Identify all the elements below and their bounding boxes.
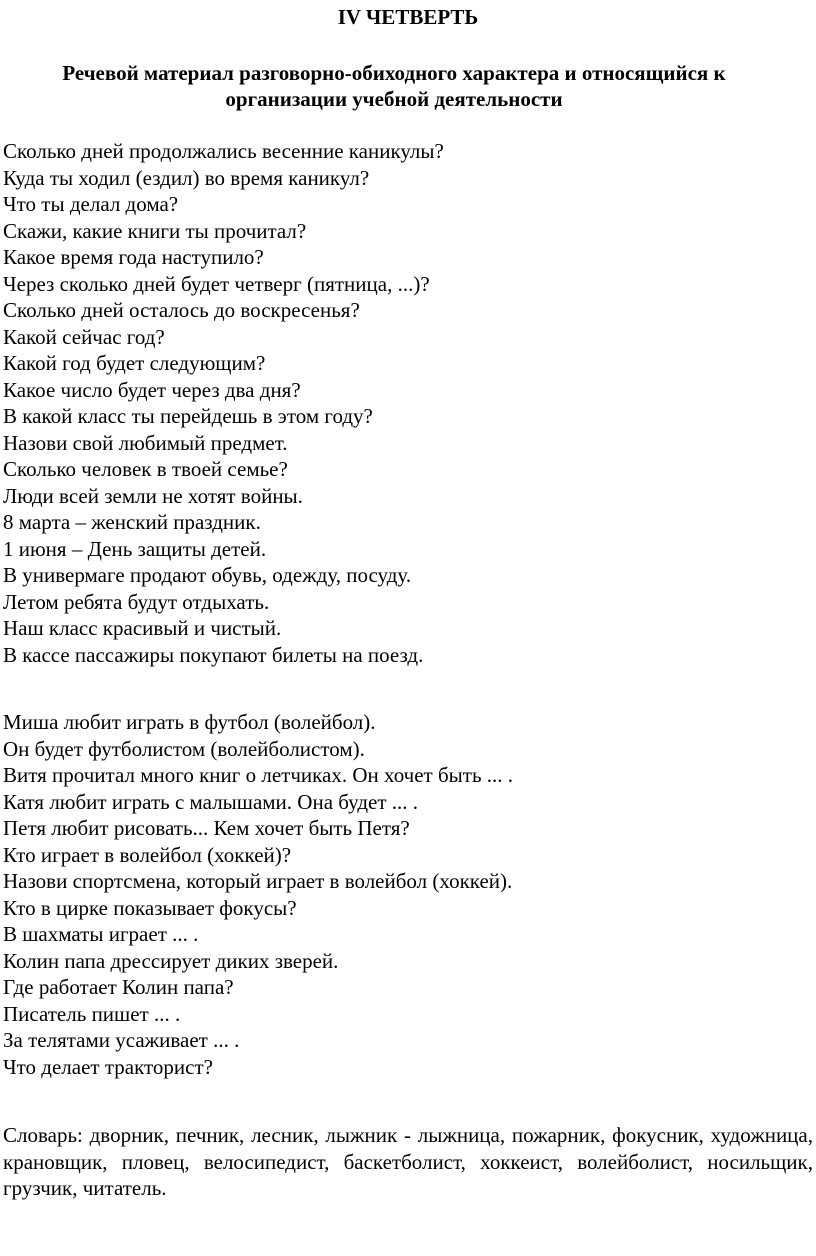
phrase-line: Сколько дней осталось до воскресенья? [3,298,360,322]
phrase-line: Где работает Колин папа? [3,975,234,999]
phrase-line: 1 июня – День защиты детей. [3,536,267,561]
section-subtitle-line-1: Речевой материал разговорно-обиходного характера и относящийся к [62,61,726,85]
phrase-line: В кассе пассажиры покупают билеты на поезд. [3,642,424,667]
phrase-line: Витя прочитал много книг о летчиках. Он хочет быть ... . [3,763,514,787]
phrase-line: Катя любит играть с малышами. Она будет ... . [3,789,419,814]
phrase-line: Петя любит рисовать... Кем хочет быть Петя? [3,816,410,840]
section-subtitle-line-2: организации учебной деятельности [225,87,563,111]
phrase-line: Люди всей земли не хотят войны. [3,483,303,508]
phrase-line: В шахматы играет ... . [3,922,199,946]
quarter-title: IV ЧЕТВЕРТЬ [337,5,479,29]
phrase-line: Сколько дней продолжались весенние каникулы? [3,139,444,163]
phrase-line: Скажи, какие книги ты прочитал? [3,218,307,243]
phrase-line: Какой сейчас год? [3,324,165,349]
phrases-block-1 [3,138,813,668]
phrase-line: Что ты делал дома? [3,192,179,216]
phrase-line: Колин папа дрессирует диких зверей. [3,948,339,973]
phrase-line: Сколько человек в твоей семье? [3,457,288,481]
phrase-line: В какой класс ты перейдешь в этом году? [3,404,373,428]
phrase-line: Кто в цирке показывает фокусы? [3,895,297,920]
phrase-line: Миша любит играть в футбол (волейбол). [3,710,376,734]
phrase-line: Летом ребята будут отдыхать. [3,589,270,614]
section-subtitle [0,60,784,112]
phrase-line: Какое число будет через два дня? [3,377,301,402]
phrase-line: Что делает тракторист? [3,1054,213,1079]
phrase-line: Назови спортсмена, который играет в волейбол (хоккей). [3,869,513,893]
phrase-line: Куда ты ходил (ездил) во время каникул? [3,165,370,190]
phrase-line: В универмаге продают обувь, одежду, посуду. [3,563,412,587]
phrase-line: Какое время года наступило? [3,245,264,269]
vocabulary-paragraph: Словарь: дворник, печник, лесник, лыжник - лыжница, пожарник, фокусник, художница, крановщик, пловец, велосипедист, баскетболист, хоккеист, волейболист, носильщик, грузчик, читатель. [3,1123,813,1200]
phrase-line: Наш класс красивый и чистый. [3,616,282,640]
phrase-line: Какой год будет следующим? [3,351,266,375]
phrase-line: Писатель пишет ... . [3,1001,181,1026]
phrases-block-2 [3,709,813,1080]
phrase-line: Он будет футболистом (волейболистом). [3,736,365,761]
phrase-line: Назови свой любимый предмет. [3,430,288,455]
phrase-line: За телятами усаживает ... . [3,1028,240,1052]
phrase-line: Через сколько дней будет четверг (пятница, ...)? [3,271,430,296]
phrase-line: Кто играет в волейбол (хоккей)? [3,842,292,867]
phrase-line: 8 марта – женский праздник. [3,510,261,534]
